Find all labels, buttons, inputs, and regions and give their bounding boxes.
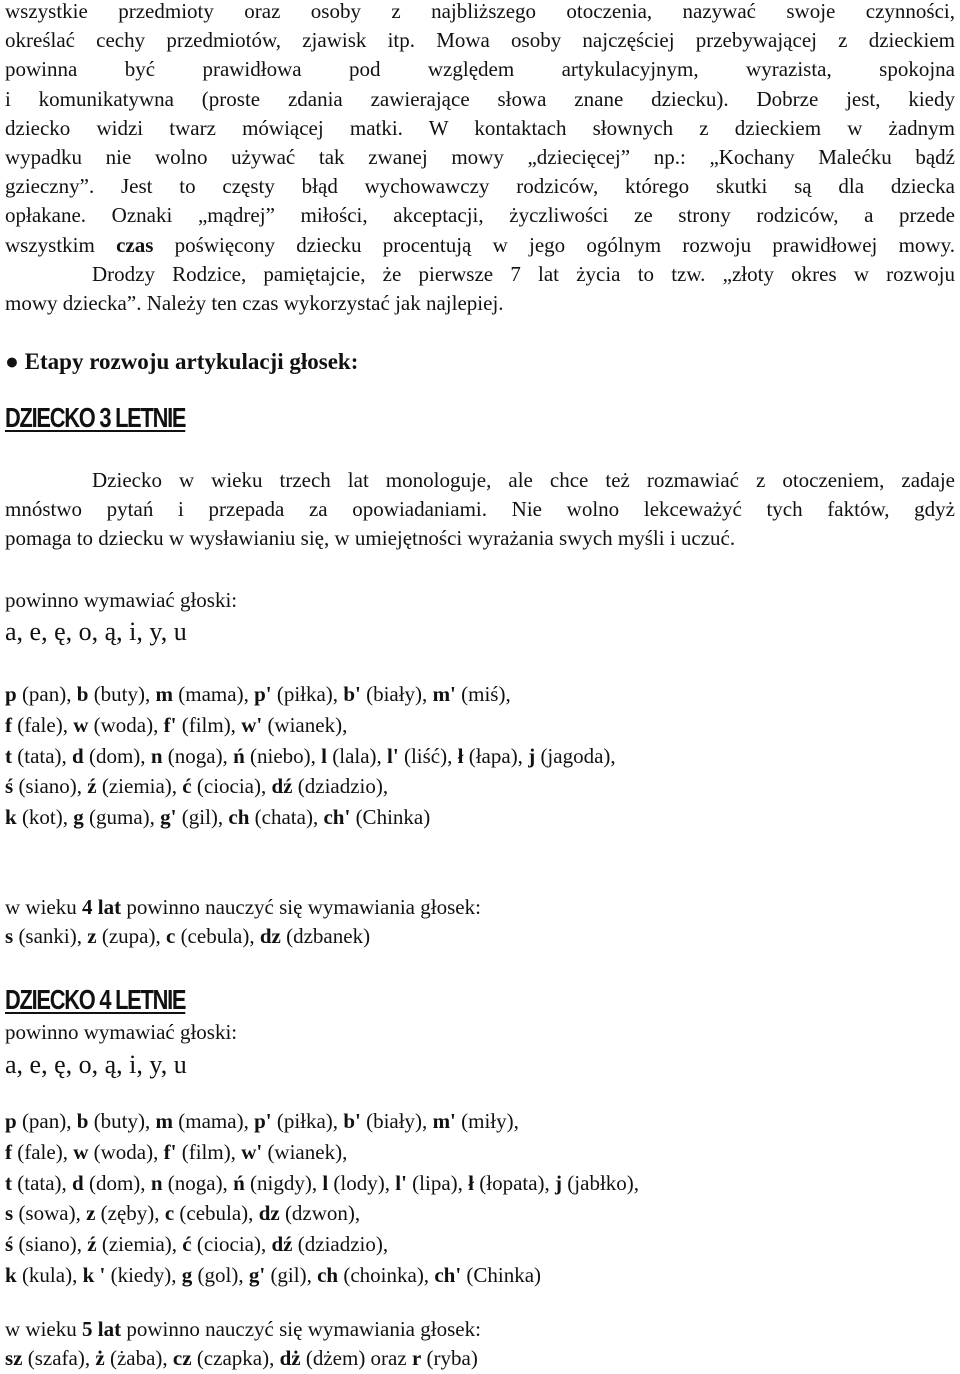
- sound-letter: ź: [87, 1232, 97, 1257]
- sound-example: (tata),: [12, 743, 73, 768]
- sound-letter: t: [5, 1170, 12, 1195]
- sound-letter: w: [73, 1139, 89, 1164]
- sound-letter: w': [241, 712, 263, 737]
- section-title-age3-wrap: [5, 402, 955, 434]
- sound-letter: r: [411, 1346, 422, 1370]
- sound-letter: ć: [182, 774, 192, 799]
- sound-letter: s: [5, 924, 14, 948]
- intro-line: określać cechy przedmiotów, zjawisk itp. Mowa osoby najczęściej przebywającej z dzieckiem: [5, 28, 955, 53]
- intro-line: i komunikatywna (proste zdania zawierające słowa znane dziecku). Dobrze jest, kiedy: [5, 86, 955, 111]
- sound-letter: p: [5, 1109, 17, 1133]
- sound-example: (pan),: [16, 682, 77, 706]
- sound-example: (siano),: [13, 1232, 88, 1257]
- sound-example: (fale),: [12, 1139, 74, 1164]
- sound-example: (tata),: [12, 1170, 73, 1195]
- sound-example: (gil),: [176, 805, 229, 830]
- age4-learn-label: [5, 893, 955, 922]
- sound-letter: m: [155, 1109, 174, 1133]
- sound-letter: f: [5, 712, 12, 737]
- sound-letter: w: [73, 712, 89, 737]
- sound-example: (jabłko),: [562, 1170, 640, 1195]
- sound-example: (miły),: [455, 1109, 519, 1133]
- sound-example: (sowa),: [13, 1201, 87, 1226]
- sound-example: (dżem) oraz: [300, 1346, 412, 1370]
- sound-example: (ryba): [421, 1346, 478, 1370]
- sound-line: [5, 1198, 955, 1229]
- sound-example: (dziadzio),: [292, 1232, 389, 1257]
- sound-example: (miś),: [455, 682, 511, 706]
- sound-example: (dom),: [83, 1170, 151, 1195]
- sound-letter: ch': [323, 805, 351, 830]
- sound-letter: f: [5, 1139, 12, 1164]
- sound-example: (Chinka): [350, 805, 431, 830]
- label-bold-text: 5 lat: [82, 1317, 122, 1341]
- sound-example: (gol),: [192, 1262, 249, 1287]
- sound-example: (noga),: [162, 1170, 234, 1195]
- sound-example: (jagoda),: [535, 743, 616, 768]
- sound-example: (lala),: [327, 743, 388, 768]
- sound-line: [5, 771, 955, 802]
- sound-example: (ciocia),: [191, 774, 272, 799]
- sound-letter: b: [76, 1109, 89, 1133]
- sound-letter: n: [150, 743, 163, 768]
- sound-letter: dź: [271, 774, 293, 799]
- sound-example: (piłka),: [271, 682, 344, 706]
- sound-letter: dż: [279, 1346, 301, 1370]
- sound-example: (lipa),: [406, 1170, 469, 1195]
- sound-letter: l: [322, 1170, 329, 1195]
- sound-letter: j: [528, 743, 536, 768]
- sound-line: [5, 1229, 955, 1260]
- sound-example: (kula),: [16, 1262, 83, 1287]
- label-text: powinno nauczyć się wymawiania głosek:: [121, 895, 481, 919]
- sound-letter: c: [165, 924, 176, 948]
- age3-consonant-list: [5, 679, 955, 833]
- sound-example: (nigdy),: [244, 1170, 323, 1195]
- sound-line: [5, 1343, 955, 1374]
- sound-line: [5, 1168, 955, 1199]
- sound-letter: ć: [182, 1232, 192, 1257]
- sound-letter: n: [150, 1170, 163, 1195]
- sound-letter: d: [72, 1170, 84, 1195]
- age3-line: Dziecko w wieku trzech lat monologuje, ale chce też rozmawiać z otoczeniem, zadaje: [92, 468, 955, 492]
- sound-example: (dzbanek): [280, 924, 371, 948]
- sound-example: (łapa),: [463, 743, 529, 768]
- sound-letter: k: [5, 1262, 17, 1287]
- sound-example: (guma),: [83, 805, 161, 830]
- sound-example: (gil),: [265, 1262, 318, 1287]
- intro-text: poświęcony dziecku procentują w jego ogólnym rozwoju prawidłowej mowy.: [153, 232, 955, 257]
- sound-example: (ziemia),: [96, 774, 183, 799]
- intro-line: wypadku nie wolno używać tak zwanej mowy „dziecięcej” np.: „Kochany Malećku bądź: [5, 145, 955, 170]
- sound-letter: g': [160, 805, 177, 830]
- sound-letter: l': [395, 1170, 407, 1195]
- age4-learn-sounds: [5, 921, 955, 952]
- sound-letter: dz: [258, 1201, 280, 1226]
- sound-letter: ch: [228, 805, 250, 830]
- sound-letter: k: [5, 805, 17, 830]
- section-title-age3: DZIECKO 3 LETNIE: [5, 402, 186, 433]
- sound-letter: ch: [317, 1262, 339, 1287]
- sound-example: (piłka),: [271, 1109, 344, 1133]
- sound-letter: ń: [233, 743, 245, 768]
- intro-line: Drodzy Rodzice, pamiętajcie, że pierwsze 7 lat życia to tzw. „złoty okres w rozwoju: [92, 261, 955, 286]
- sound-line: [5, 1137, 955, 1168]
- intro-line: wszystkie przedmioty oraz osoby z najbliższego otoczenia, nazywać swoje czynności,: [5, 0, 955, 23]
- intro-line: powinna być prawidłowa pod względem artykulacyjnym, wyrazista, spokojna: [5, 57, 955, 82]
- sound-letter: j: [555, 1170, 563, 1195]
- label-text: w wieku: [5, 895, 82, 919]
- sound-example: (liść),: [398, 743, 458, 768]
- sound-example: (szafa),: [22, 1346, 96, 1370]
- sound-example: (choinka),: [338, 1262, 435, 1287]
- sound-example: (chata),: [249, 805, 324, 830]
- sound-letter: dź: [271, 1232, 293, 1257]
- sound-example: (mama),: [173, 1109, 255, 1133]
- sound-letter: k ': [82, 1262, 106, 1287]
- sound-letter: ł: [468, 1170, 474, 1195]
- sound-letter: c: [164, 1201, 175, 1226]
- sound-example: (film),: [176, 712, 242, 737]
- sound-example: (lody),: [328, 1170, 396, 1195]
- sound-example: (Chinka): [461, 1262, 542, 1287]
- sound-letter: d: [72, 743, 84, 768]
- sound-example: (łopata),: [474, 1170, 556, 1195]
- sound-letter: w': [241, 1139, 263, 1164]
- sound-example: (biały),: [360, 1109, 433, 1133]
- sound-letter: ch': [434, 1262, 462, 1287]
- sound-example: (mama),: [173, 682, 255, 706]
- sound-example: (wianek),: [262, 1139, 348, 1164]
- age5-learn-label: [5, 1315, 955, 1344]
- sound-line: [5, 710, 955, 741]
- sound-letter: g: [181, 1262, 193, 1287]
- sound-letter: m: [155, 682, 174, 706]
- age3-paragraph: [5, 466, 955, 554]
- sound-letter: p': [254, 682, 272, 706]
- sound-example: (ciocia),: [191, 1232, 272, 1257]
- age3-paragraph-body: [5, 466, 955, 554]
- sound-letter: p': [254, 1109, 272, 1133]
- intro-line: mowy dziecka”. Należy ten czas wykorzystać jak najlepiej.: [5, 291, 504, 316]
- sound-letter: ś: [5, 1232, 14, 1257]
- sound-letter: z: [87, 924, 97, 948]
- sound-letter: ś: [5, 774, 14, 799]
- age3-should-label: powinno wymawiać głoski:: [5, 588, 238, 612]
- sound-letter: g': [248, 1262, 266, 1287]
- sound-example: (zęby),: [95, 1201, 165, 1226]
- sound-example: (czapka),: [191, 1346, 280, 1370]
- sound-line: [5, 1260, 955, 1291]
- sound-example: (dom),: [83, 743, 151, 768]
- intro-text: wszystkim: [5, 232, 117, 257]
- section-title-age4: DZIECKO 4 LETNIE: [5, 984, 186, 1015]
- etapy-heading-text: Etapy rozwoju artykulacji głosek:: [24, 349, 359, 374]
- sound-letter: b: [76, 682, 89, 706]
- age4-consonant-list: [5, 1106, 955, 1291]
- age4-should-label: powinno wymawiać głoski:: [5, 1020, 238, 1044]
- sound-line: [5, 679, 955, 710]
- sound-letter: b': [343, 1109, 361, 1133]
- sound-letter: ź: [87, 774, 97, 799]
- sound-example: (siano),: [13, 774, 88, 799]
- age3-line: mnóstwo pytań i przepada za opowiadaniami. Nie wolno lekceważyć tych faktów, gdyż: [5, 497, 955, 522]
- sound-example: (biały),: [360, 682, 433, 706]
- intro-line: gzieczny”. Jest to częsty błąd wychowawczy rodziców, którego skutki są dla dziecka: [5, 174, 955, 199]
- sound-line: [5, 1106, 955, 1137]
- sound-example: (dzwon),: [279, 1201, 361, 1226]
- sound-example: (kot),: [16, 805, 74, 830]
- sound-letter: g: [73, 805, 84, 830]
- sound-letter: f': [163, 1139, 177, 1164]
- sound-example: (cebula),: [175, 924, 260, 948]
- sound-letter: sz: [5, 1346, 23, 1370]
- sound-letter: l: [321, 743, 327, 768]
- sound-example: (żaba),: [104, 1346, 173, 1370]
- sound-letter: p: [5, 682, 17, 706]
- sound-example: (pan),: [16, 1109, 77, 1133]
- bullet-icon: ●: [5, 349, 19, 374]
- intro-line: dziecko widzi twarz mówiącej matki. W kontaktach słownych z dzieckiem w żadnym: [5, 115, 955, 140]
- intro-line: opłakane. Oznaki „mądrej” miłości, akceptacji, życzliwości ze strony rodziców, a przede: [5, 203, 955, 228]
- sound-example: (zupa),: [96, 924, 166, 948]
- sound-letter: ż: [95, 1346, 105, 1370]
- sound-example: (cebula),: [174, 1201, 259, 1226]
- intro-line: [5, 231, 955, 260]
- etapy-heading: [5, 347, 955, 377]
- sound-line: [5, 921, 955, 952]
- sound-letter: l': [387, 743, 399, 768]
- sound-letter: z: [86, 1201, 96, 1226]
- sound-example: (ziemia),: [96, 1232, 183, 1257]
- sound-example: (niebo),: [244, 743, 322, 768]
- sound-letter: cz: [172, 1346, 192, 1370]
- label-bold-text: 4 lat: [82, 895, 122, 919]
- sound-letter: ł: [457, 743, 464, 768]
- intro-paragraph: [5, 0, 955, 318]
- sound-example: (woda),: [88, 712, 164, 737]
- age3-line: pomaga to dziecku w wysławianiu się, w umiejętności wyrażania swych myśli i uczuć.: [5, 526, 736, 551]
- sound-example: (noga),: [162, 743, 234, 768]
- sound-letter: f': [163, 712, 177, 737]
- sound-example: (kiedy),: [105, 1262, 182, 1287]
- sound-letter: m': [432, 1109, 456, 1133]
- sound-example: (sanki),: [13, 924, 88, 948]
- sound-line: [5, 802, 955, 833]
- sound-letter: m': [432, 682, 456, 706]
- sound-letter: ń: [233, 1170, 245, 1195]
- sound-letter: dz: [259, 924, 281, 948]
- age3-vowels: a, e, ę, o, ą, i, y, u: [5, 617, 187, 646]
- sound-letter: b': [343, 682, 361, 706]
- intro-bold-text: czas: [116, 232, 154, 257]
- sound-example: (film),: [176, 1139, 242, 1164]
- sound-letter: s: [5, 1201, 14, 1226]
- sound-example: (dziadzio),: [292, 774, 389, 799]
- age4-vowels: a, e, ę, o, ą, i, y, u: [5, 1050, 187, 1079]
- label-text: powinno nauczyć się wymawiania głosek:: [121, 1317, 481, 1341]
- age5-learn-sounds: [5, 1343, 955, 1374]
- sound-example: (woda),: [88, 1139, 164, 1164]
- label-text: w wieku: [5, 1317, 82, 1341]
- sound-example: (buty),: [88, 1109, 156, 1133]
- sound-example: (buty),: [88, 682, 156, 706]
- sound-example: (wianek),: [262, 712, 348, 737]
- sound-example: (fale),: [12, 712, 74, 737]
- section-title-age4-wrap: [5, 984, 955, 1016]
- sound-line: [5, 741, 955, 772]
- sound-letter: t: [5, 743, 12, 768]
